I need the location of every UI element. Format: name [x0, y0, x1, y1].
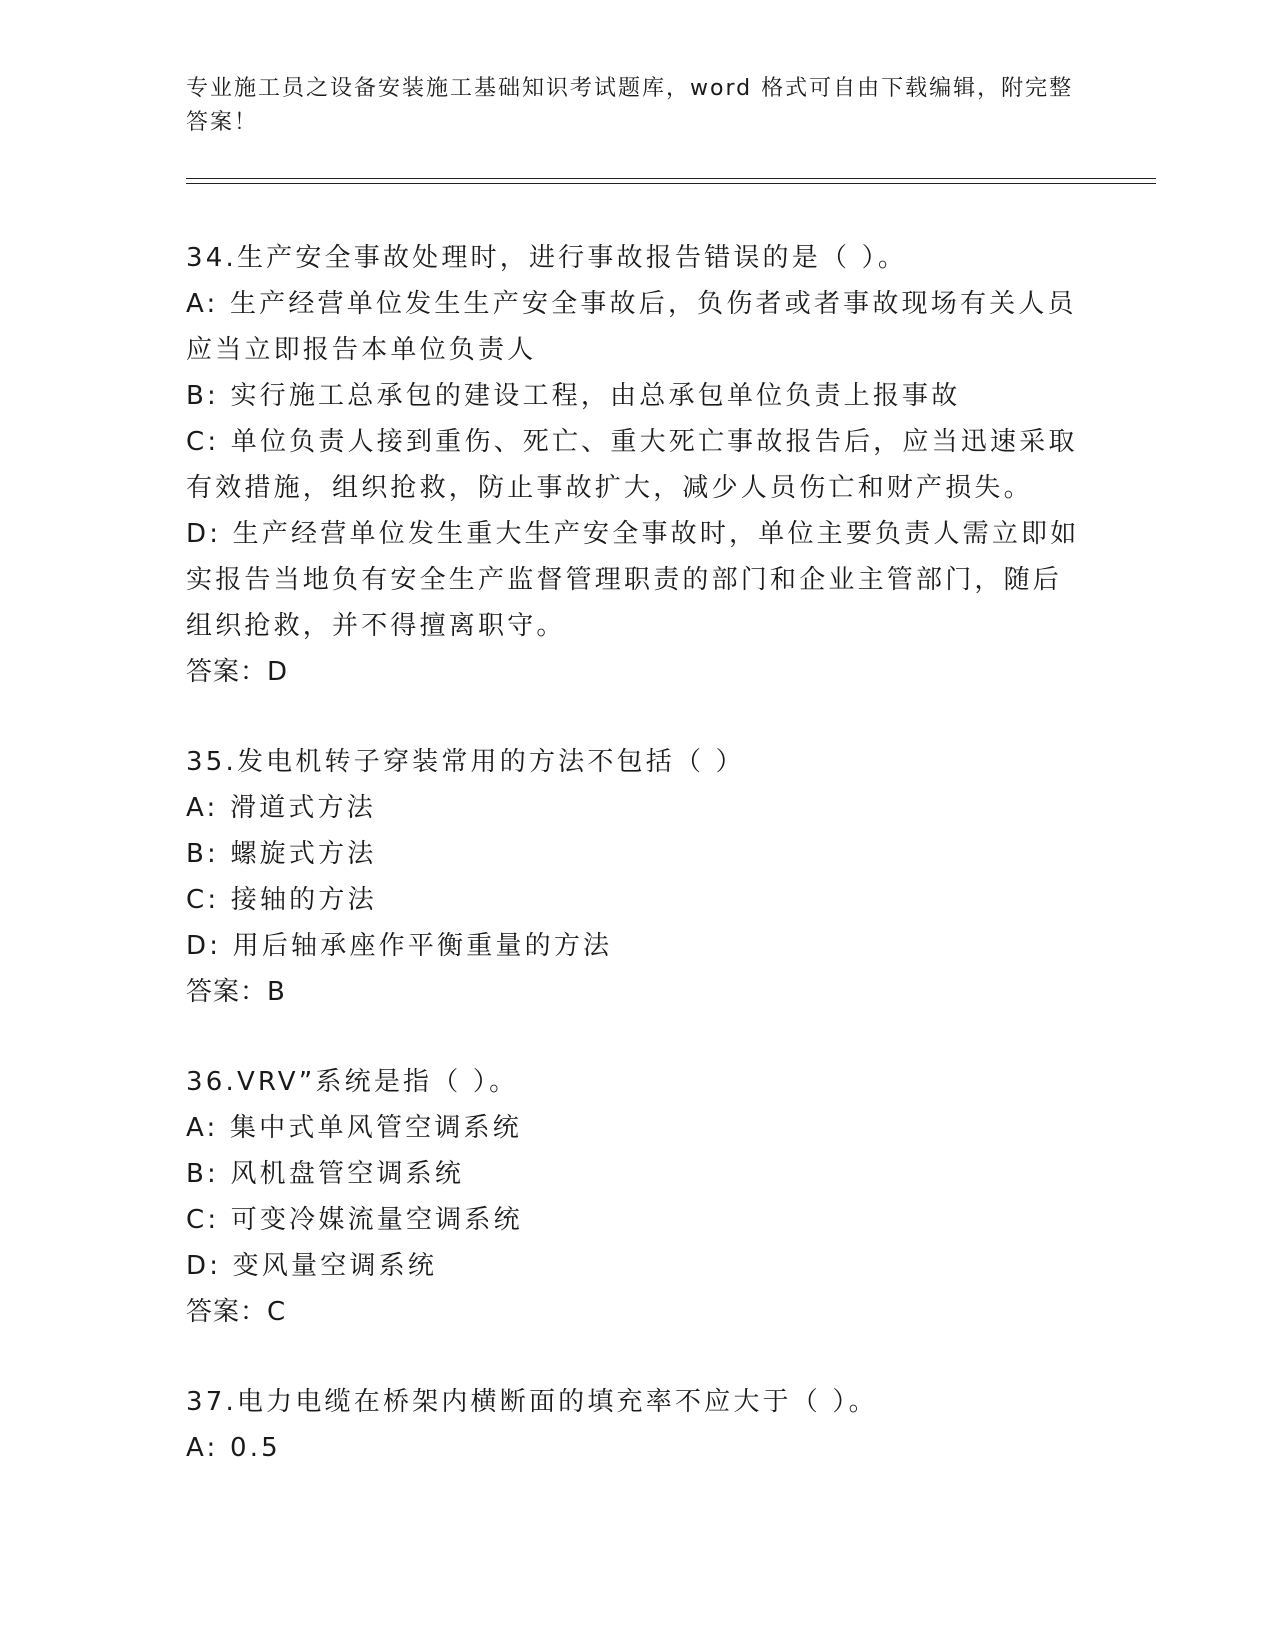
option-c: C: 单位负责人接到重伤、死亡、重大死亡事故报告后，应当迅速采取有效措施，组织抢救，防止事故扩大，减少人员伤亡和财产损失。 [186, 427, 1078, 503]
question-stem: 35.发电机转子穿装常用的方法不包括（ ） [186, 747, 745, 777]
option-a: A: 0.5 [186, 1433, 281, 1463]
option-c: C: 可变冷媒流量空调系统 [186, 1205, 523, 1235]
option-b: B: 风机盘管空调系统 [186, 1159, 465, 1189]
question-list [186, 235, 1086, 1515]
answer-key: 答案：B [186, 977, 286, 1007]
option-b: B: 实行施工总承包的建设工程，由总承包单位负责上报事故 [186, 381, 961, 411]
question-36 [186, 1059, 1086, 1335]
option-c: C: 接轴的方法 [186, 885, 377, 915]
question-stem: 34.生产安全事故处理时，进行事故报告错误的是（ ）。 [186, 243, 908, 273]
question-37 [186, 1379, 1086, 1471]
question-stem: 36.VRV”系统是指（ ）。 [186, 1067, 519, 1097]
question-35 [186, 739, 1086, 1015]
option-d: D: 变风量空调系统 [186, 1251, 438, 1281]
option-a: A: 滑道式方法 [186, 793, 376, 823]
question-stem: 37.电力电缆在桥架内横断面的填充率不应大于（ ）。 [186, 1387, 878, 1417]
question-34 [186, 235, 1086, 695]
option-d: D: 生产经营单位发生重大生产安全事故时，单位主要负责人需立即如实报告当地负有安全生产监督管理职责的部门和企业主管部门，随后组织抢救，并不得擅离职守。 [186, 519, 1080, 641]
option-b: B: 螺旋式方法 [186, 839, 377, 869]
answer-key: 答案：D [186, 657, 289, 687]
option-a: A: 集中式单风管空调系统 [186, 1113, 522, 1143]
option-d: D: 用后轴承座作平衡重量的方法 [186, 931, 613, 961]
header-divider [186, 178, 1156, 184]
page-header: 专业施工员之设备安装施工基础知识考试题库，word 格式可自由下载编辑，附完整答案！ [186, 76, 1074, 135]
option-a: A: 生产经营单位发生生产安全事故后，负伤者或者事故现场有关人员应当立即报告本单位负责人 [186, 289, 1077, 365]
answer-key: 答案：C [186, 1297, 287, 1327]
